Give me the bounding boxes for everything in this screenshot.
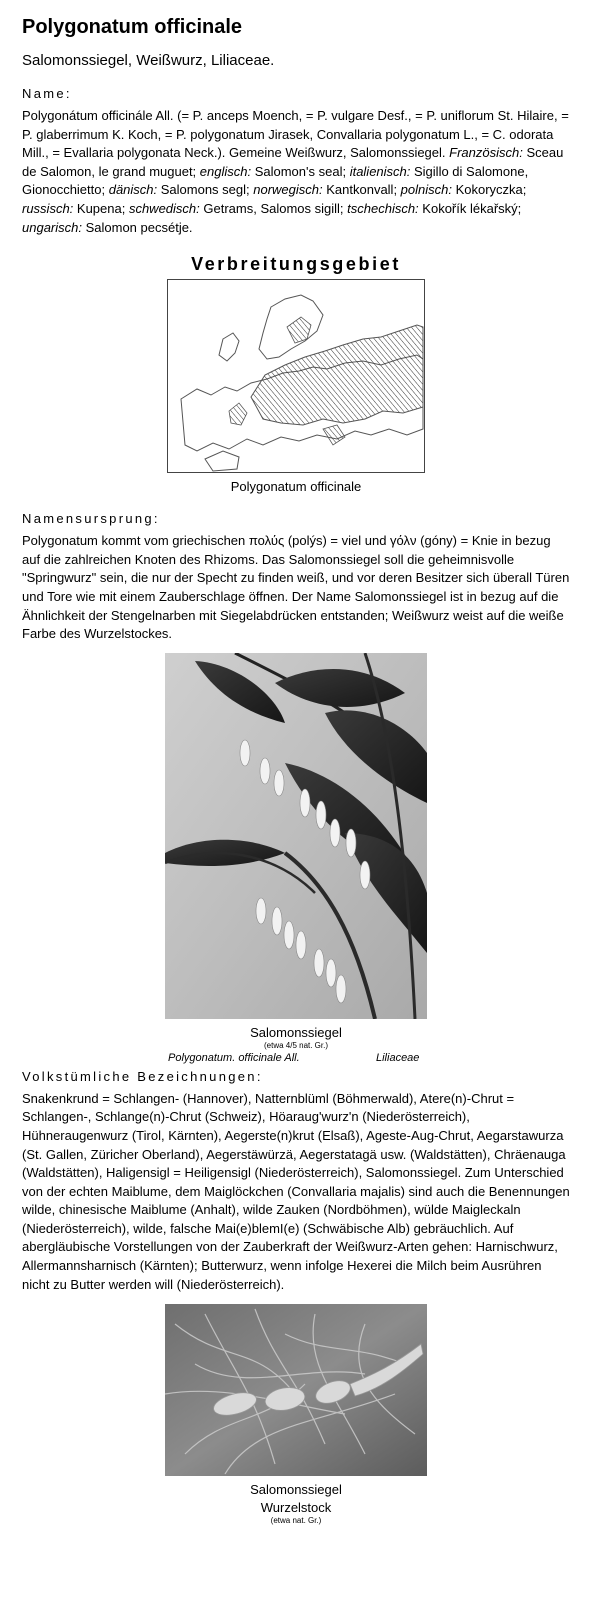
plant-photo bbox=[165, 653, 427, 1019]
name-heading: Name: bbox=[22, 86, 72, 101]
plant-scale: (etwa 4/5 nat. Gr.) bbox=[263, 1040, 329, 1050]
map-caption: Polygonatum officinale bbox=[230, 479, 362, 495]
root-caption-1: Salomonssiegel bbox=[250, 1482, 342, 1498]
root-scale: (etwa nat. Gr.) bbox=[270, 1516, 322, 1526]
folk-heading: Volkstümliche Bezeichnungen: bbox=[22, 1068, 263, 1084]
root-caption-2: Wurzelstock bbox=[260, 1500, 332, 1516]
distribution-map bbox=[167, 279, 425, 473]
map-title: Verbreitungsgebiet bbox=[191, 254, 401, 275]
plant-family: Liliaceae bbox=[376, 1051, 420, 1064]
origin-paragraph: Polygonatum kommt vom griechischen πολύς (polýs) = viel und γόλν (góny) = Knie in bezug auf die zahlreichen Knoten des Rhizoms. Das Salomonssiegel soll die geheimnisvolle "Springwurz" sein, die nur der Specht zu finden weiß, und vor deren Besitzer sich überall Türen und Tore wie mit einem Zauberschlage öffnen. Der Name Salomonssiegel ist in bezug auf die Ähnlichkeit der Stengelnarben mit Siegelabdrücken entstanden; Weißwurz weist auf die weiße Farbe des Wurzelstockes. bbox=[22, 533, 570, 642]
page bbox=[22, 14, 570, 1526]
plant-latin-line bbox=[22, 1051, 570, 1065]
plant-latin-name: Polygonatum. officinale All. bbox=[168, 1051, 300, 1064]
plant-caption: Salomonssiegel bbox=[250, 1024, 342, 1040]
name-paragraph: Polygonátum officinále All. (= P. anceps Moench, = P. vulgare Desf., = P. uniflorum St. Hilaire, = P. glaberrimum K. Koch, = P. polygonatum Jirasek, Convallaria polygonatum L., = C. odorata Mill., = Evallaria polygonata Neck.). Gemeine Weißwurz, Salomonssiegel. Französisch: Sceau de Salomon, le grand muguet; englisch: Salomon's seal; italienisch: Sigillo di Salomone, Gionocchietto; dänisch: Salomons segl; norwegisch: Kantkonvall; polnisch: Kokoryczka; russisch: Kupena; schwedisch: Getrams, Salomos sigill; tschechisch: Kokořík lékařský; ungarisch: Salomon pecsétje. bbox=[22, 108, 569, 235]
page-title: Polygonatum officinale bbox=[22, 16, 243, 38]
origin-heading: Namensursprung: bbox=[22, 511, 160, 527]
root-photo bbox=[165, 1304, 427, 1476]
page-subtitle: Salomonssiegel, Weißwurz, Liliaceae. bbox=[22, 52, 275, 69]
folk-paragraph: Snakenkrund = Schlangen- (Hannover), Natternblüml (Böhmerwald), Atere(n)-Chrut = Schlangen-, Schlange(n)-Chrut (Schweiz), Höaraug'wurz'n (Niederösterreich), Hühneraugenwurz (Tirol, Kärnten), Aegerste(n)krut (Elsaß), Ageste-Aug-Chrut, Aegarstawurza (St. Gallen, Züricher Oberland), Aegerstäwürzä, Aegerstatagä usw. (Waldstätten), Chräenauga (Waldstätten), Haligensigl = Heiligensigl (Niederösterreich), Salomonssiegel. Zum Unterschied von der echten Maiblume, dem Maiglöckchen (Convallaria majalis) sind auch die Benennungen wilde, chinesische Maiblume (Anhalt), wilde Zauken (Nordböhmen), wülde Maigleckaln (Niederösterreich), wilde, falsche Mai(e)blemI(e) (Schwäbische Alb) gebräuchlich. Auf abergläubische Vorstellungen von der Zauberkraft der Weißwurz-Arten gehen: Harnischwurz, Allermannsharnisch (Kärnten); Butterwurz, wenn infolge Hexerei die Milch beim Ausrühren nicht zu Butter werden will (Niederösterreich). bbox=[22, 1090, 570, 1292]
